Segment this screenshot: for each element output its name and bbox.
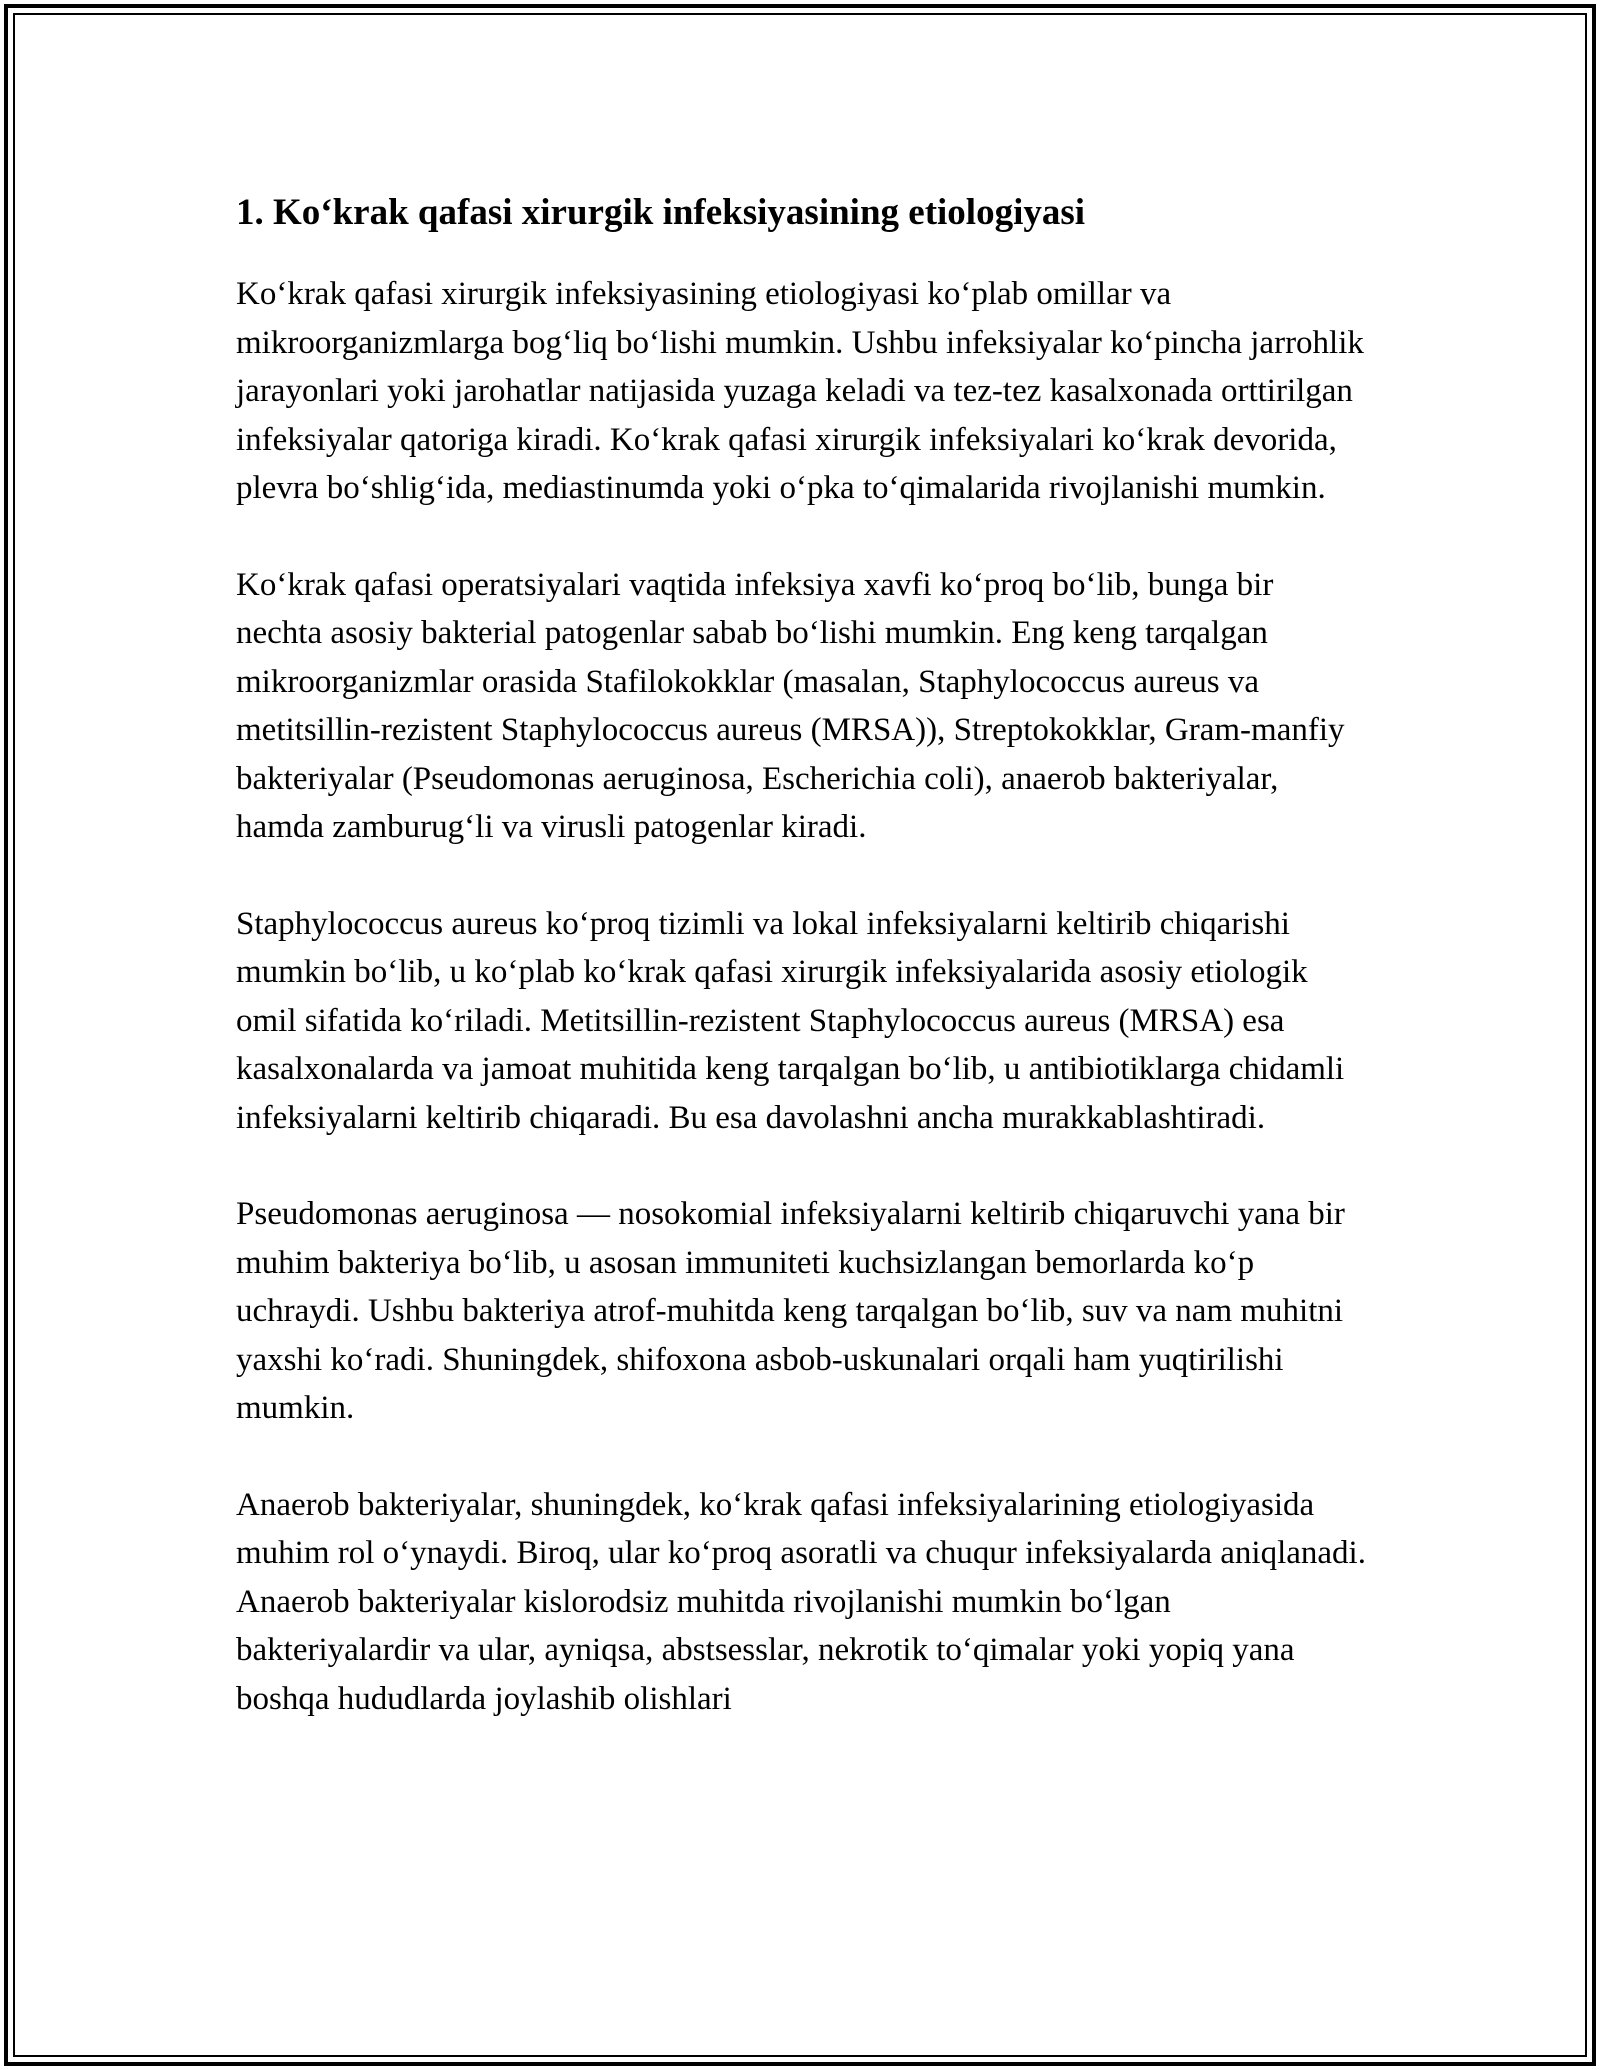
- document-body: [236, 186, 1366, 1771]
- paragraph-anaerobic-bacteria: Anaerob bakteriyalar, shuningdek, ko‘krak qafasi infeksiyalarining etiologiyasida muhim rol o‘ynaydi. Biroq, ular ko‘proq asoratli va chuqur infeksiyalarda aniqlanadi. Anaerob bakteriyalar kislorodsiz muhitda rivojlanishi mumkin bo‘lgan bakteriyalardir va ular, ayniqsa, abstsesslar, nekrotik to‘qimalar yoki yopiq yana boshqa hududlarda joylashib olishlari: [236, 1486, 1366, 1717]
- paragraph-etiology-overview: Ko‘krak qafasi xirurgik infeksiyasining etiologiyasi ko‘plab omillar va mikroorganizmlarga bog‘liq bo‘lishi mumkin. Ushbu infeksiyalar ko‘pincha jarrohlik jarayonlari yoki jarohatlar natijasida yuzaga keladi va tez-tez kasalxonada orttirilgan infeksiyalar qatoriga kiradi. Ko‘krak qafasi xirurgik infeksiyalari ko‘krak devorida, plevra bo‘shlig‘ida, mediastinumda yoki o‘pka to‘qimalarida rivojlanishi mumkin.: [236, 276, 1364, 506]
- paragraph-pseudomonas-aeruginosa: Pseudomonas aeruginosa — nosokomial infeksiyalarni keltirib chiqaruvchi yana bir muhim bakteriya bo‘lib, u asosan immuniteti kuchsizlangan bemorlarda ko‘p uchraydi. Ushbu bakteriya atrof-muhitda keng tarqalgan bo‘lib, suv va nam muhitni yaxshi ko‘radi. Shuningdek, shifoxona asbob-uskunalari orqali ham yuqtirilishi mumkin.: [236, 1196, 1345, 1426]
- paragraph-surgical-risk-pathogens: Ko‘krak qafasi operatsiyalari vaqtida infeksiya xavfi ko‘proq bo‘lib, bunga bir nechta asosiy bakterial patogenlar sabab bo‘lishi mumkin. Eng keng tarqalgan mikroorganizmlar orasida Stafilokokklar (masalan, Staphylococcus aureus va metitsillin-rezistent Staphylococcus aureus (MRSA)), Streptokokklar, Gram-manfiy bakteriyalar (Pseudomonas aeruginosa, Escherichia coli), anaerob bakteriyalar, hamda zamburug‘li va virusli patogenlar kiradi.: [236, 566, 1345, 845]
- paragraph-staphylococcus-aureus: Staphylococcus aureus ko‘proq tizimli va lokal infeksiyalarni keltirib chiqarishi mumkin bo‘lib, u ko‘plab ko‘krak qafasi xirurgik infeksiyalarida asosiy etiologik omil sifatida ko‘riladi. Metitsillin-rezistent Staphylococcus aureus (MRSA) esa kasalxonalarda va jamoat muhitida keng tarqalgan bo‘lib, u antibiotiklarga chidamli infeksiyalarni keltirib chiqaradi. Bu esa davolashni ancha murakkablashtiradi.: [236, 905, 1345, 1136]
- section-heading: 1. Ko‘krak qafasi xirurgik infeksiyasining etiologiyasi: [236, 192, 1086, 233]
